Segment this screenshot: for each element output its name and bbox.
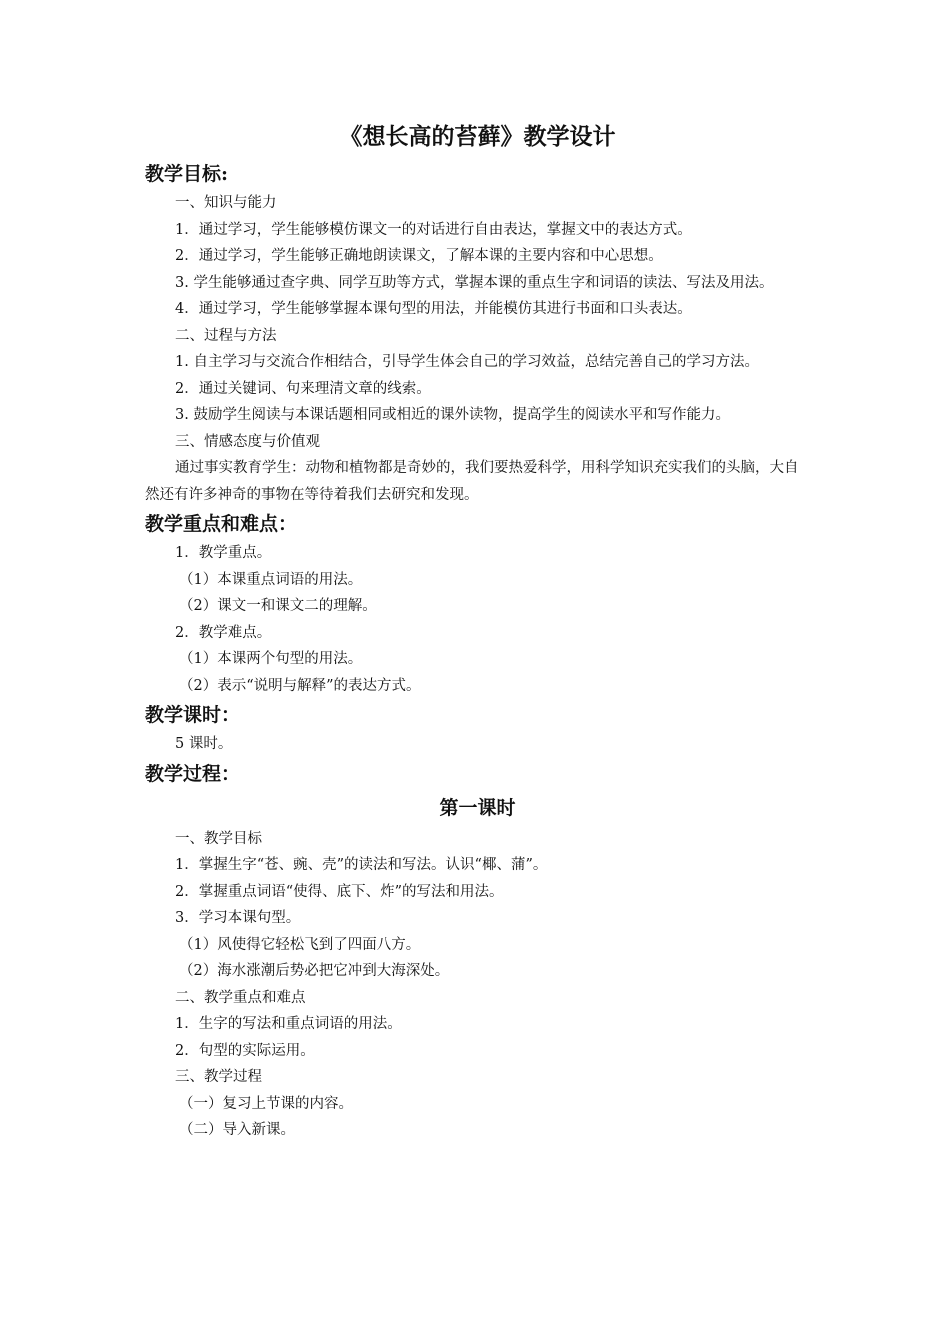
paragraph: （1）本课两个句型的用法。 (179, 651, 363, 667)
section-heading-objectives: 教学目标: (145, 163, 229, 185)
paragraph: 1. 自主学习与交流合作相结合，引导学生体会自己的学习效益，总结完善自己的学习方法。 (175, 354, 759, 370)
paragraph: （1）本课重点词语的用法。 (179, 571, 363, 588)
section-heading-hours: 教学课时： (145, 704, 241, 726)
paragraph: （1）风使得它轻松飞到了四面八方。 (179, 936, 421, 953)
lesson-heading: 第一课时 (439, 796, 516, 819)
paragraph: （二）导入新课。 (179, 1122, 295, 1138)
paragraph: 一、知识与能力 (175, 195, 277, 211)
paragraph: 二、过程与方法 (175, 327, 277, 344)
document-title: 《想长高的苔藓》教学设计 (339, 123, 616, 150)
paragraph: （2）海水涨潮后势必把它冲到大海深处。 (179, 963, 450, 979)
paragraph: （一）复习上节课的内容。 (179, 1095, 353, 1112)
paragraph: 2．教学难点。 (175, 624, 272, 641)
paragraph: 1．生字的写法和重点词语的用法。 (175, 1016, 402, 1032)
paragraph: （2）表示“说明与解释”的表达方式。 (179, 677, 421, 694)
paragraph: 1．通过学习，学生能够模仿课文一的对话进行自由表达，掌握文中的表达方式。 (175, 221, 692, 238)
paragraph: 4．通过学习，学生能够掌握本课句型的用法，并能模仿其进行书面和口头表达。 (175, 301, 692, 317)
section-heading-process: 教学过程： (145, 762, 241, 785)
paragraph: 2．句型的实际运用。 (175, 1042, 315, 1059)
paragraph: 5 课时。 (175, 736, 233, 752)
paragraph: 三、教学过程 (175, 1069, 262, 1085)
paragraph: 3．学习本课句型。 (175, 910, 301, 926)
paragraph: 二、教学重点和难点 (175, 989, 306, 1006)
paragraph: 3. 学生能够通过查字典、同学互助等方式，掌握本课的重点生字和词语的读法、写法及用法。 (175, 274, 774, 291)
paragraph: 3. 鼓励学生阅读与本课话题相同或相近的课外读物，提高学生的阅读水平和写作能力。 (175, 407, 730, 423)
paragraph: 三、情感态度与价值观 (175, 433, 320, 450)
document-body (145, 120, 810, 1144)
paragraph: 2．通过关键词、句来理清文章的线索。 (175, 380, 431, 397)
paragraph: 一、教学目标 (175, 830, 262, 847)
paragraph: 1．掌握生字“苍、豌、壳”的读法和写法。认识“椰、蒲”。 (175, 857, 548, 873)
paragraph: 2．掌握重点词语“使得、底下、炸”的写法和用法。 (175, 883, 504, 900)
paragraph: 通过事实教育学生：动物和植物都是奇妙的，我们要热爱科学，用科学知识充实我们的头脑，大自然还有许多神奇的事物在等待着我们去研究和发现。 (145, 460, 799, 503)
section-heading-key-points: 教学重点和难点： (145, 513, 298, 535)
paragraph: 1．教学重点。 (175, 545, 272, 561)
paragraph: 2．通过学习，学生能够正确地朗读课文，了解本课的主要内容和中心思想。 (175, 248, 663, 264)
paragraph: （2）课文一和课文二的理解。 (179, 598, 377, 614)
